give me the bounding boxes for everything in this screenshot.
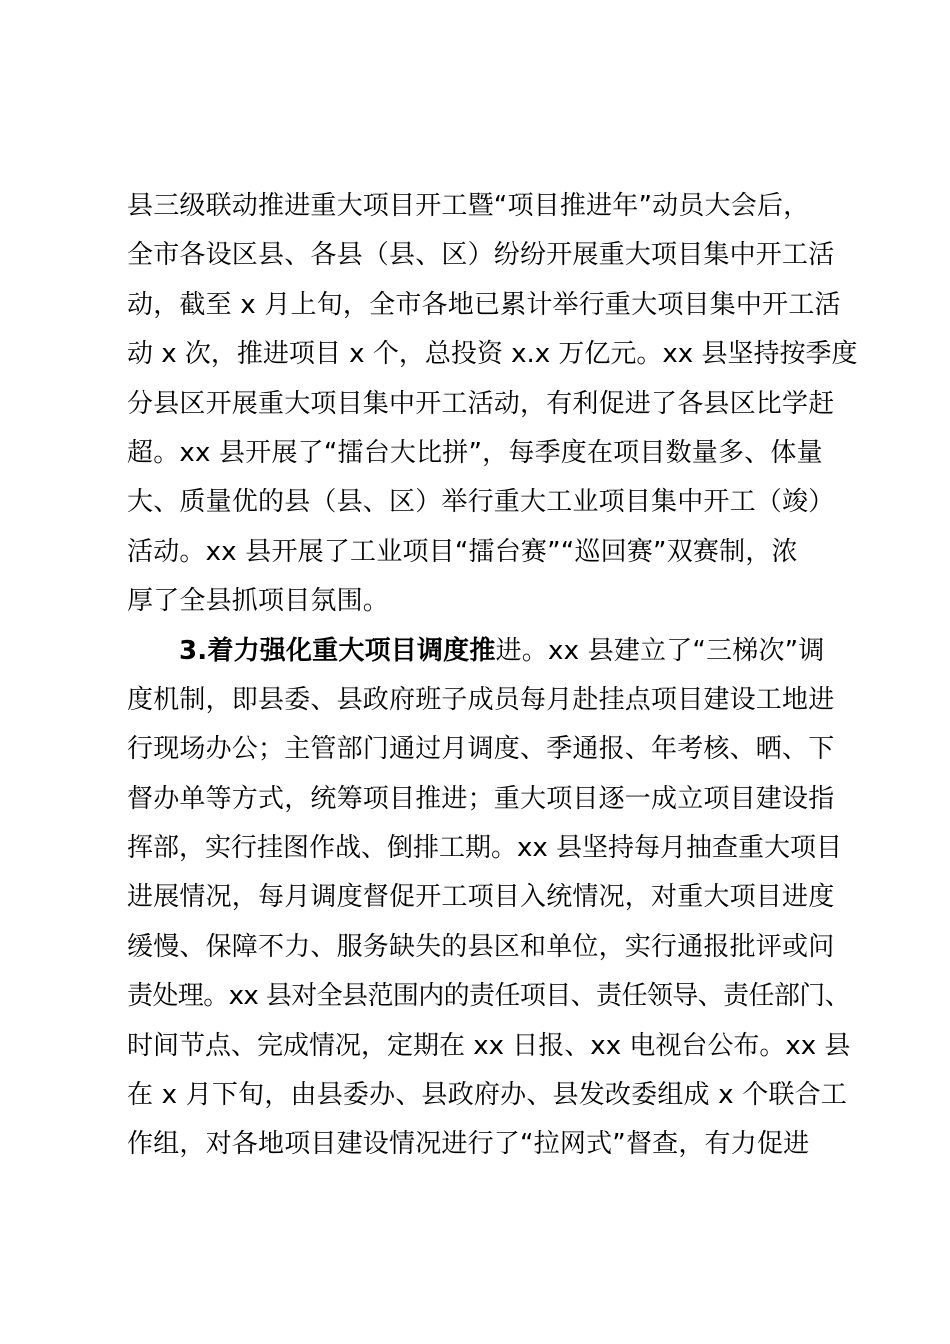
text-line: 行现场办公；主管部门通过月调度、季通报、年考核、晒、下 <box>127 734 835 765</box>
paragraph-1 <box>127 182 858 627</box>
text-line: 厚了全县抓项目氛围。 <box>127 586 390 617</box>
text-line: 度机制，即县委、县政府班子成员每月赴挂点项目建设工地进 <box>127 684 835 715</box>
text-line: 县三级联动推进重大项目开工暨“项目推进年”动员大会后， <box>127 191 810 221</box>
document-body <box>127 182 858 1170</box>
text-line: 时间节点、完成情况，定期在 xx 日报、xx 电视台公布。xx 县 <box>127 1030 851 1061</box>
text-line: 在 x 月下旬，由县委办、县政府办、县发改委组成 x 个联合工 <box>127 1080 848 1111</box>
text-line: 大、质量优的县（县、区）举行重大工业项目集中开工（竣） <box>127 487 835 518</box>
text-line: 缓慢、保障不力、服务缺失的县区和单位，实行通报批评或问 <box>127 931 835 962</box>
text-line: 进展情况，每月调度督促开工项目入统情况，对重大项目进度 <box>127 882 835 913</box>
text-line: 督办单等方式，统筹项目推进；重大项目逐一成立项目建设指 <box>127 783 835 814</box>
paragraph-2-lines <box>127 676 851 1170</box>
section-first-line-text: 进。xx 县建立了“三梯次”调 <box>495 635 825 666</box>
text-line: 作组，对各地项目建设情况进行了“拉网式”督查，有力促进 <box>127 1129 810 1160</box>
text-line: 活动。xx 县开展了工业项目“擂台赛”“巡回赛”双赛制，浓 <box>127 536 798 567</box>
section-heading: 3.着力强化重大项目调度推 <box>179 635 496 666</box>
text-line: 动 x 次，推进项目 x 个，总投资 x.x 万亿元。xx 县坚持按季度 <box>127 339 858 370</box>
text-line: 挥部，实行挂图作战、倒排工期。xx 县坚持每月抽查重大项目 <box>127 833 843 864</box>
paragraph-2-first-line <box>127 627 847 676</box>
text-line: 超。xx 县开展了“擂台大比拼”，每季度在项目数量多、体量 <box>127 437 823 468</box>
paragraph-2 <box>127 627 851 1170</box>
text-line: 责处理。xx 县对全县范围内的责任项目、责任领导、责任部门、 <box>127 981 851 1012</box>
text-line: 全市各设区县、各县（县、区）纷纷开展重大项目集中开工活 <box>127 240 835 271</box>
text-line: 分县区开展重大项目集中开工活动，有利促进了各县区比学赶 <box>127 388 835 419</box>
text-line: 动，截至 x 月上旬，全市各地已累计举行重大项目集中开工活 <box>127 289 841 320</box>
